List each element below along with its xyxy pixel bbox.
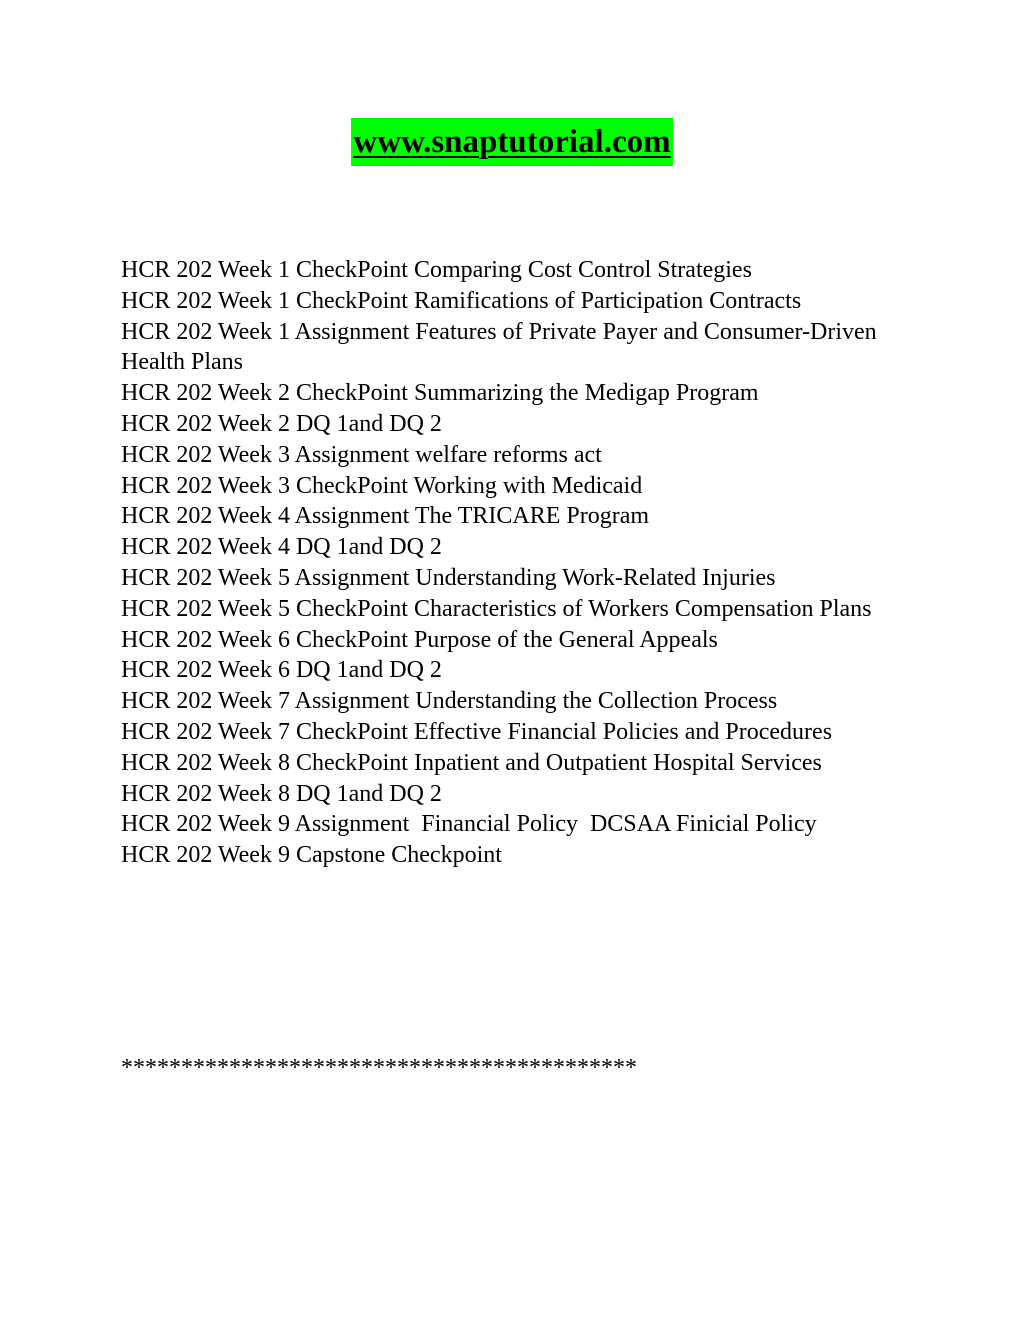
header xyxy=(0,118,1024,166)
list-item: HCR 202 Week 9 Assignment Financial Policy DCSAA Finicial Policy xyxy=(121,811,817,838)
site-url-link[interactable]: www.snaptutorial.com xyxy=(351,118,672,166)
list-item: HCR 202 Week 7 CheckPoint Effective Financial Policies and Procedures xyxy=(121,718,833,745)
list-item: HCR 202 Week 3 CheckPoint Working with Medicaid xyxy=(121,472,643,499)
list-item: HCR 202 Week 1 CheckPoint Ramifications of Participation Contracts xyxy=(121,287,802,314)
list-item: HCR 202 Week 3 Assignment welfare reforms act xyxy=(121,441,602,468)
list-item: HCR 202 Week 2 DQ 1and DQ 2 xyxy=(121,410,442,437)
list-item: HCR 202 Week 5 Assignment Understanding Work-Related Injuries xyxy=(121,564,776,591)
asterisk-separator: ******************************************* xyxy=(121,1055,637,1081)
course-list xyxy=(121,255,911,871)
list-item: HCR 202 Week 1 CheckPoint Comparing Cost Control Strategies xyxy=(121,257,752,283)
list-item: HCR 202 Week 6 DQ 1and DQ 2 xyxy=(121,657,442,684)
list-item: HCR 202 Week 9 Capstone Checkpoint xyxy=(121,842,502,869)
list-item: HCR 202 Week 8 CheckPoint Inpatient and Outpatient Hospital Services xyxy=(121,749,822,776)
list-item: HCR 202 Week 7 Assignment Understanding the Collection Process xyxy=(121,688,778,715)
list-item: HCR 202 Week 6 CheckPoint Purpose of the General Appeals xyxy=(121,626,718,653)
list-item: HCR 202 Week 5 CheckPoint Characteristics of Workers Compensation Plans xyxy=(121,595,872,622)
list-item: HCR 202 Week 2 CheckPoint Summarizing the Medigap Program xyxy=(121,380,759,407)
list-item: HCR 202 Week 4 Assignment The TRICARE Program xyxy=(121,503,650,530)
list-item: HCR 202 Week 8 DQ 1and DQ 2 xyxy=(121,780,442,807)
list-item: HCR 202 Week 1 Assignment Features of Private Payer and Consumer-Driven Health Plans xyxy=(121,318,883,376)
list-item: HCR 202 Week 4 DQ 1and DQ 2 xyxy=(121,534,442,561)
